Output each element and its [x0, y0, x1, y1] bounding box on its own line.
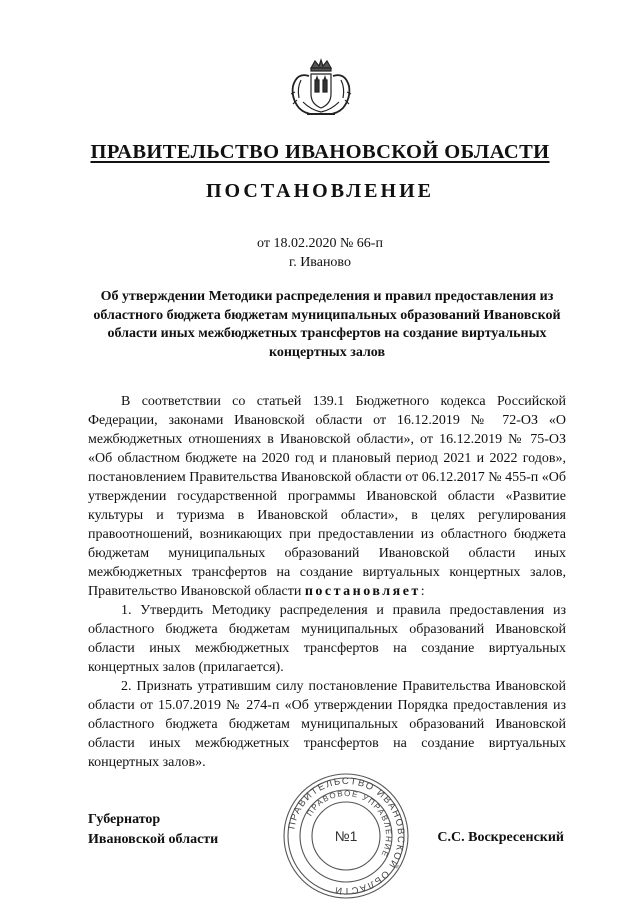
government-title: ПРАВИТЕЛЬСТВО ИВАНОВСКОЙ ОБЛАСТИ — [90, 141, 550, 163]
stamp-inner-text: ПРАВОВОЕ УПРАВЛЕНИЕ — [305, 788, 394, 860]
resolves-word: постановляет — [304, 584, 421, 599]
document-city: г. Иваново — [289, 255, 351, 270]
stamp-outer-text: ПРАВИТЕЛЬСТВО ИВАНОВСКОЙ ОБЛАСТИ — [286, 775, 407, 897]
document-type: ПОСТАНОВЛЕНИЕ — [206, 180, 434, 202]
item-2-paragraph: 2. Признать утратившим силу постановление Правительства Ивановской области от 15.07.2019 № 274-п «Об утверждении Порядка предоставления из областного бюджета бюджетам муниципальных образований Ивановской области иных межбюджетных трансфертов на создание виртуальных концертных залов». — [88, 679, 566, 770]
signatory-position-line-1: Губернатор — [88, 812, 161, 827]
official-stamp-icon — [282, 772, 410, 900]
document-body — [88, 392, 566, 772]
signatory-name: С.С. Воскресенский — [437, 830, 564, 845]
preamble-paragraph: В соответствии со статьей 139.1 Бюджетного кодекса Российской Федерации, законами Ивановской области от 16.12.2019 № 72-ОЗ «О межбюджетных отношениях в Ивановской области», от 16.12.2019 № 75-ОЗ «Об областном бюджете на 2020 год и плановый период 2021 и 2022 годов», постановлением Правительства Ивановской области от 06.12.2017 № 455-п «Об утверждении государственной программы Ивановской области «Развитие культуры и туризма в Ивановской области», в целях регулирования правоотношений, возникающих при предоставлении из областного бюджета бюджетам муниципальных образований Ивановской области иных межбюджетных трансфертов на создание виртуальных концертных залов, Правительство Ивановской области постановляет: — [88, 394, 566, 599]
document-subject: Об утверждении Методики распределения и правил предоставления из областного бюджета бюджетам муниципальных образований Ивановской области иных межбюджетных трансфертов на создание виртуальных концертных залов — [93, 289, 561, 360]
signatory-position-line-2: Ивановской области — [88, 832, 219, 847]
item-1-paragraph: 1. Утвердить Методику распределения и правила предоставления из областного бюджета бюджетам муниципальных образований Ивановской области иных межбюджетных трансфертов на создание виртуальных концертных залов (прилагается). — [88, 603, 566, 675]
coat-of-arms-icon — [289, 58, 353, 120]
signatory-position — [88, 810, 218, 850]
stamp-number: №1 — [334, 828, 358, 844]
preamble-text: В соответствии со статьей 139.1 Бюджетного кодекса Российской Федерации, законами Ивановской области от 16.12.2019 № 72-ОЗ «О межбюджетных отношениях в Ивановской области», от 16.12.2019 № 75-ОЗ «Об областном бюджете на 2020 год и плановый период 2021 и 2022 годов», постановлением Правительства Ивановской области от 06.12.2017 № 455-п «Об утверждении государственной программы Ивановской области «Развитие культуры и туризма в Ивановской области», в целях регулирования правоотношений, возникающих при предоставлении из областного бюджета бюджетам муниципальных образований Ивановской области иных межбюджетных трансфертов на создание виртуальных концертных залов, Правительство Ивановской области — [88, 394, 566, 599]
document-date-number: от 18.02.2020 № 66-п — [257, 236, 383, 251]
